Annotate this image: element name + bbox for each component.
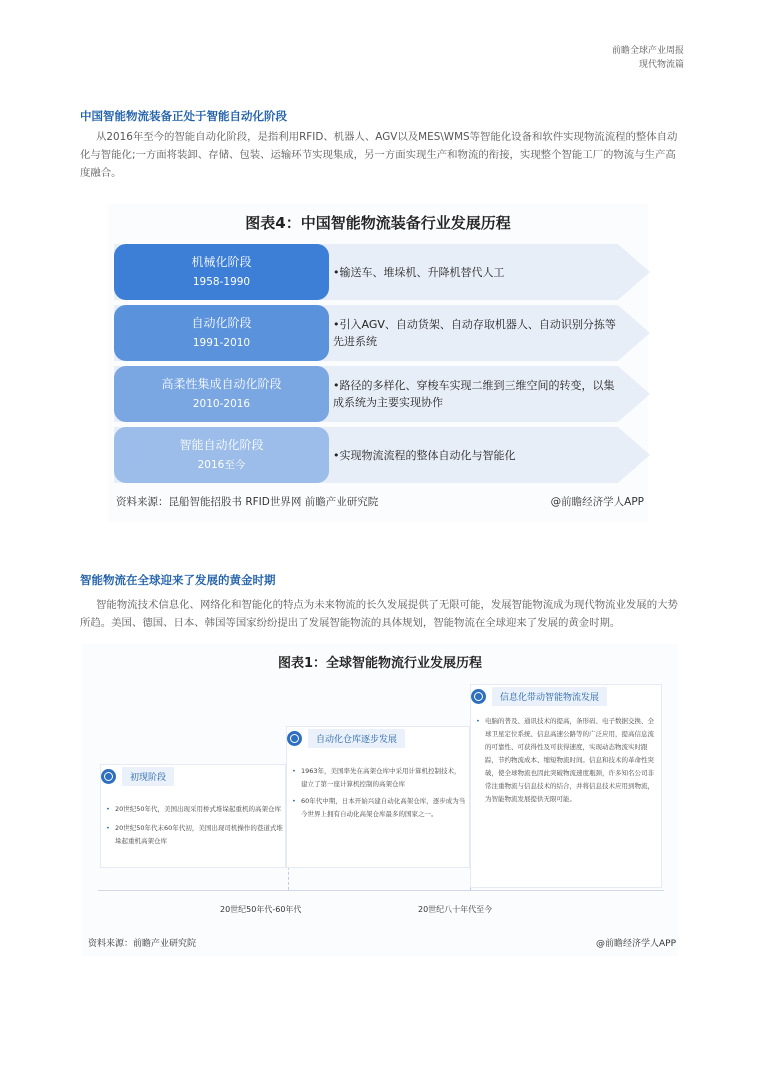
- figure2-stage-body: [291, 765, 467, 821]
- page-header: [612, 44, 684, 72]
- globe-icon: [287, 731, 302, 746]
- figure2-stage-label: 信息化带动智能物流发展: [492, 687, 607, 706]
- figure2-stage-item: • 1963年，美国率先在高架仓库中采用计算机控制技术，建立了第一座计算机控制的高架仓库: [291, 765, 467, 791]
- header-report-subtitle: 现代物流篇: [638, 60, 684, 70]
- figure2-stage-item: • 20世纪50年代末60年代初，美国出现司机操作的巷道式堆垛起重机高架仓库: [105, 822, 283, 848]
- figure2-stage-item: • 20世纪50年代，美国出现采用桥式堆垛起重机的高架仓库: [105, 803, 283, 816]
- figure2-app-credit: @前瞻经济学人APP: [595, 939, 676, 949]
- header-report-title: 前瞻全球产业周报: [611, 46, 684, 56]
- figure1-stage-name: 智能自动化阶段: [179, 438, 264, 452]
- figure2-stage-header: [287, 727, 405, 749]
- figure2-stage-body: [475, 715, 657, 806]
- figure1-stage-years: 1958-1990: [192, 276, 251, 288]
- figure1-source: 资料来源：昆船智能招股书 RFID世界网 前瞻产业研究院: [116, 496, 379, 508]
- figure2-stage-body: [105, 803, 283, 848]
- figure2-title: 图表1：全球智能物流行业发展历程: [277, 656, 483, 671]
- figure1-stage-pill: [114, 244, 329, 300]
- figure2-stage: [470, 684, 662, 888]
- figure2-stage: [286, 726, 470, 868]
- timeline-era-label: 20世纪50年代-60年代: [220, 905, 302, 914]
- figure1-stage: [114, 305, 650, 361]
- section2-paragraph: 智能物流技术信息化、网络化和智能化的特点为未来物流的长久发展提供了无限可能，发展智能物流成为现代物流业发展的大势所趋。美国、德国、日本、韩国等国家纷纷提出了发展智能物流的具体规划，智能物流在全球迎来了发展的黄金时期。: [80, 599, 678, 629]
- figure1-stage: [114, 244, 650, 300]
- figure2-stage-label: 初现阶段: [122, 767, 174, 786]
- figure1-app-credit: @前瞻经济学人APP: [550, 496, 644, 508]
- figure2-stage-item: • 电脑的普及、通讯技术的提高，条形码、电子数据交换、全球卫星定位系统、信息高速公路等的广泛应用，提高信息流的可靠性、可获得性及可获得速度，实现动态物流实时跟踪，节约物流成本、缩短物流时间。信息和技术的革命性突破，使全球物流也因此突破物流速度瓶颈，许多知名公司非常注重物流与信息技术的结合，并将信息技术应用到物流，为智能物流发展提供无限可能。: [475, 715, 657, 806]
- figure1-title: 图表4：中国智能物流装备行业发展历程: [245, 214, 511, 232]
- figure1-stage-years: 2016至今: [197, 459, 246, 471]
- figure1-stage-desc: •输送车、堆垛机、升降机替代人工: [333, 265, 505, 279]
- timeline-axis: [98, 890, 664, 891]
- figure1: [108, 204, 648, 522]
- figure2-stage-header: [471, 685, 607, 707]
- section2-title: 智能物流在全球迎来了发展的黄金时期: [80, 573, 276, 587]
- figure2-stage-header: [101, 765, 174, 787]
- figure1-stage-years: 1991-2010: [192, 337, 251, 349]
- figure1-stage-pill: [114, 427, 329, 483]
- figure1-stage-name: 机械化阶段: [191, 255, 252, 269]
- figure1-stage-years: 2010-2016: [192, 398, 251, 410]
- figure1-stage-name: 自动化阶段: [191, 316, 252, 330]
- globe-icon: [471, 689, 486, 704]
- figure2: [82, 644, 678, 956]
- figure1-stage: [114, 366, 650, 422]
- figure1-stage-desc: •实现物流流程的整体自动化与智能化: [333, 448, 516, 462]
- figure2-stage-item: • 60年代中期，日本开始兴建自动化高架仓库，逐步成为当今世界上拥有自动化高架仓库最多的国家之一。: [291, 795, 467, 821]
- section1-title: 中国智能物流装备正处于智能自动化阶段: [80, 109, 287, 123]
- figure2-stage-label: 自动化仓库逐步发展: [308, 729, 405, 748]
- figure2-source: 资料来源：前瞻产业研究院: [88, 939, 197, 949]
- figure1-stage: [114, 427, 650, 483]
- figure1-stage-pill: [114, 366, 329, 422]
- figure2-stage: [100, 764, 286, 868]
- section1-paragraph: 从2016年至今的智能自动化阶段，是指利用RFID、机器人、AGV以及MES\WMS等智能化设备和软件实现物流流程的整体自动化与智能化;一方面将装卸、存储、包装、运输环节实现集成，另一方面实现生产和物流的衔接，实现整个智能工厂的物流与生产高度融合。: [80, 131, 678, 179]
- figure1-stage-desc: •路径的多样化、穿梭车实现二维到三维空间的转变，以集成系统为主要实现协作: [333, 379, 615, 409]
- globe-icon: [101, 769, 116, 784]
- figure1-stage-name: 高柔性集成自动化阶段: [161, 377, 282, 391]
- figure1-stage-desc: •引入AGV、自动货架、自动存取机器人、自动识别分拣等先进系统: [333, 318, 616, 348]
- timeline-era-label: 20世纪八十年代至今: [418, 905, 493, 914]
- figure1-stage-pill: [114, 305, 329, 361]
